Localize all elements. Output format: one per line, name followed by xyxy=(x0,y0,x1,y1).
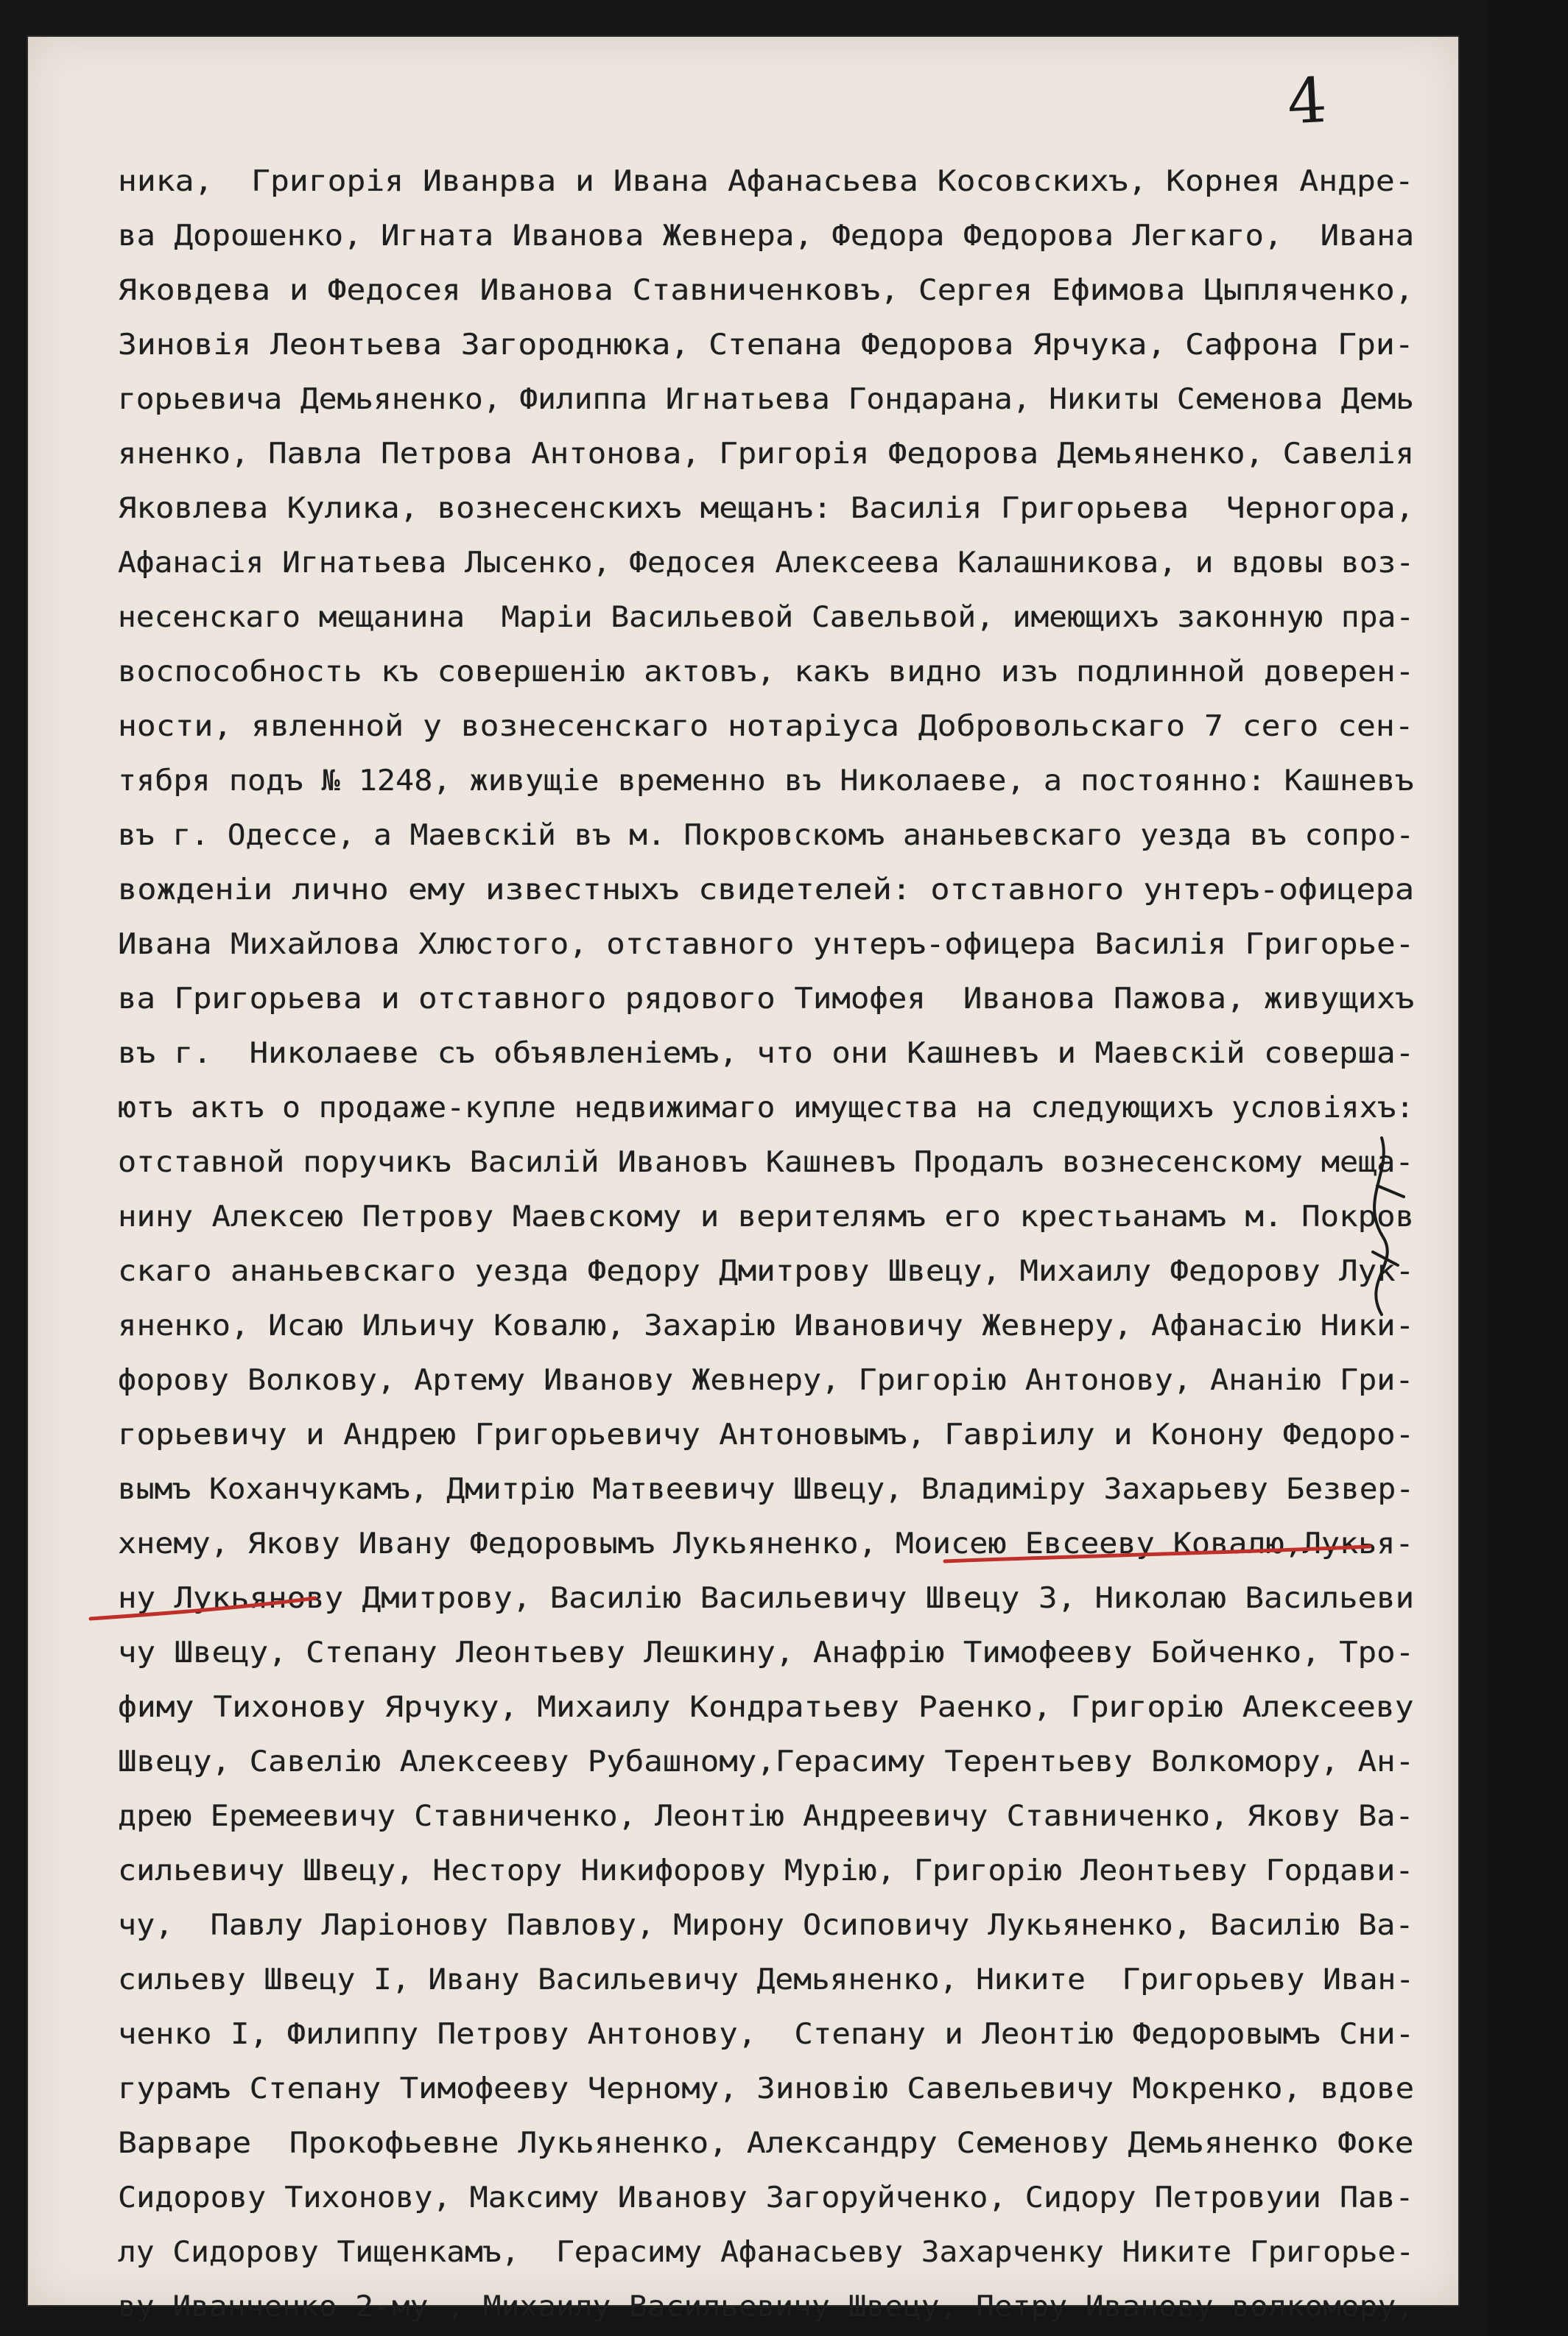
text-line: несенскаго мещанина Маріи Васильевой Савельвой, имеющихъ законную пра- xyxy=(118,601,1415,634)
text-line: ченко I, Филиппу Петрову Антонову, Степану и Леонтію Федоровымъ Сни- xyxy=(118,2018,1415,2051)
text-line: Варваре Прокофьевне Лукьяненко, Александру Семенову Демьяненко Фоке xyxy=(118,2127,1414,2160)
margin-signature-icon xyxy=(28,37,1458,2305)
text-line: хнему, Якову Ивану Федоровымъ Лукьяненко, Моисею Евсееву Ковалю,Лукья- xyxy=(118,1527,1414,1561)
text-line: ву Иванченко 2-му , Михаилу Васильевичу Швецу, Петру Иванову волкомору, xyxy=(118,2290,1415,2323)
text-line: въ г. Николаеве съ объявленіемъ, что они Кашневъ и Маевскій соверша- xyxy=(118,1037,1415,1070)
text-line: ника, Григорія Иванрва и Ивана Афанасьева Косовскихъ, Корнея Андре- xyxy=(118,165,1414,198)
text-line: ютъ актъ о продаже-купле недвижимаго имущества на следующихъ условіяхъ: xyxy=(118,1091,1415,1125)
text-line: вожденіи лично ему известныхъ свидетелей: отставного унтеръ-офицера xyxy=(118,873,1415,907)
text-line: ности, явленной у вознесенскаго нотаріуса Добровольскаго 7 сего сен- xyxy=(118,710,1414,743)
text-line: ну Лукьянову Дмитрову, Василію Васильевичу Швецу 3, Николаю Васильеви xyxy=(118,1582,1415,1615)
text-line: форову Волкову, Артему Иванову Жевнеру, Григорію Антонову, Ананію Гри- xyxy=(118,1364,1414,1397)
text-line: фиму Тихонову Ярчуку, Михаилу Кондратьеву Раенко, Григорію Алексееву xyxy=(118,1691,1414,1724)
document-page xyxy=(28,37,1458,2323)
text-line: дрею Еремеевичу Ставниченко, Леонтію Андреевичу Ставниченко, Якову Ва- xyxy=(118,1800,1414,1833)
text-line: Яковлева Кулика, вознесенскихъ мещанъ: Василія Григорьева Черногора, xyxy=(118,492,1415,525)
text-line: чу Швецу, Степану Леонтьеву Лешкину, Анафрію Тимофееву Бойченко, Тро- xyxy=(118,1636,1415,1670)
text-line: тября подъ № 1248, живущіе временно въ Николаеве, а постоянно: Кашневъ xyxy=(118,764,1414,798)
text-line: горьевича Демьяненко, Филиппа Игнатьева Гондарана, Никиты Семенова Демь xyxy=(118,383,1415,416)
text-line: Афанасія Игнатьева Лысенко, Федосея Алексеева Калашникова, и вдовы воз- xyxy=(118,546,1415,580)
text-line: ва Дорошенко, Игната Иванова Жевнера, Федора Федорова Легкаго, Ивана xyxy=(118,219,1415,253)
text-line: ва Григорьева и отставного рядового Тимофея Иванова Пажова, живущихъ xyxy=(118,982,1415,1016)
text-line: Сидорову Тихонову, Максиму Иванову Загоруйченко, Сидору Петровуии Пав- xyxy=(118,2181,1414,2214)
text-line: сильевичу Швецу, Нестору Никифорову Мурію, Григорію Леонтьеву Гордави- xyxy=(118,1854,1414,1888)
text-line: гурамъ Степану Тимофееву Черному, Зиновію Савельевичу Мокренко, вдове xyxy=(118,2072,1415,2105)
text-line: вымъ Коханчукамъ, Дмитрію Матвеевичу Швецу, Владиміру Захарьеву Безвер- xyxy=(118,1473,1415,1506)
text-line: Ивана Михайлова Хлюстого, отставного унтеръ-офицера Василія Григорье- xyxy=(118,928,1415,961)
text-line: лу Сидорову Тищенкамъ, Герасиму Афанасьеву Захарченку Никите Григорье- xyxy=(118,2236,1415,2269)
text-line: Швецу, Савелію Алексееву Рубашному,Герасиму Терентьеву Волкомору, Ан- xyxy=(118,1745,1415,1779)
text-line: нину Алексею Петрову Маевскому и верителямъ его крестьанамъ м. Покров xyxy=(118,1200,1415,1234)
page-number: 4 xyxy=(1285,63,1332,138)
text-line: горьевичу и Андрею Григорьевичу Антоновымъ, Гавріилу и Конону Федоро- xyxy=(118,1418,1415,1452)
text-line: чу, Павлу Ларіонову Павлову, Мирону Осиповичу Лукьяненко, Василію Ва- xyxy=(118,1909,1414,1942)
text-line: яненко, Исаю Ильичу Ковалю, Захарію Ивановичу Жевнеру, Афанасію Ники- xyxy=(118,1309,1415,1343)
text-line: Яковдева и Федосея Иванова Ставниченковъ, Сергея Ефимова Цыпляченко, xyxy=(118,274,1414,307)
text-line: скаго ананьевскаго уезда Федору Дмитрову Швецу, Михаилу Федорову Лук- xyxy=(118,1255,1415,1288)
text-line: воспособность къ совершенію актовъ, какъ видно изъ подлинной доверен- xyxy=(118,655,1415,689)
text-line: въ г. Одессе, а Маевскій въ м. Покровскомъ ананьевскаго уезда въ сопро- xyxy=(118,819,1415,852)
text-line: отставной поручикъ Василій Ивановъ Кашневъ Продалъ вознесенскому меща- xyxy=(118,1146,1414,1179)
text-line: сильеву Швецу I, Ивану Васильевичу Демьяненко, Никите Григорьеву Иван- xyxy=(118,1963,1415,1996)
text-line: Зиновія Леонтьева Загороднюка, Степана Федорова Ярчука, Сафрона Гри- xyxy=(118,328,1414,362)
text-line: яненко, Павла Петрова Антонова, Григорія Федорова Демьяненко, Савелія xyxy=(118,437,1415,471)
